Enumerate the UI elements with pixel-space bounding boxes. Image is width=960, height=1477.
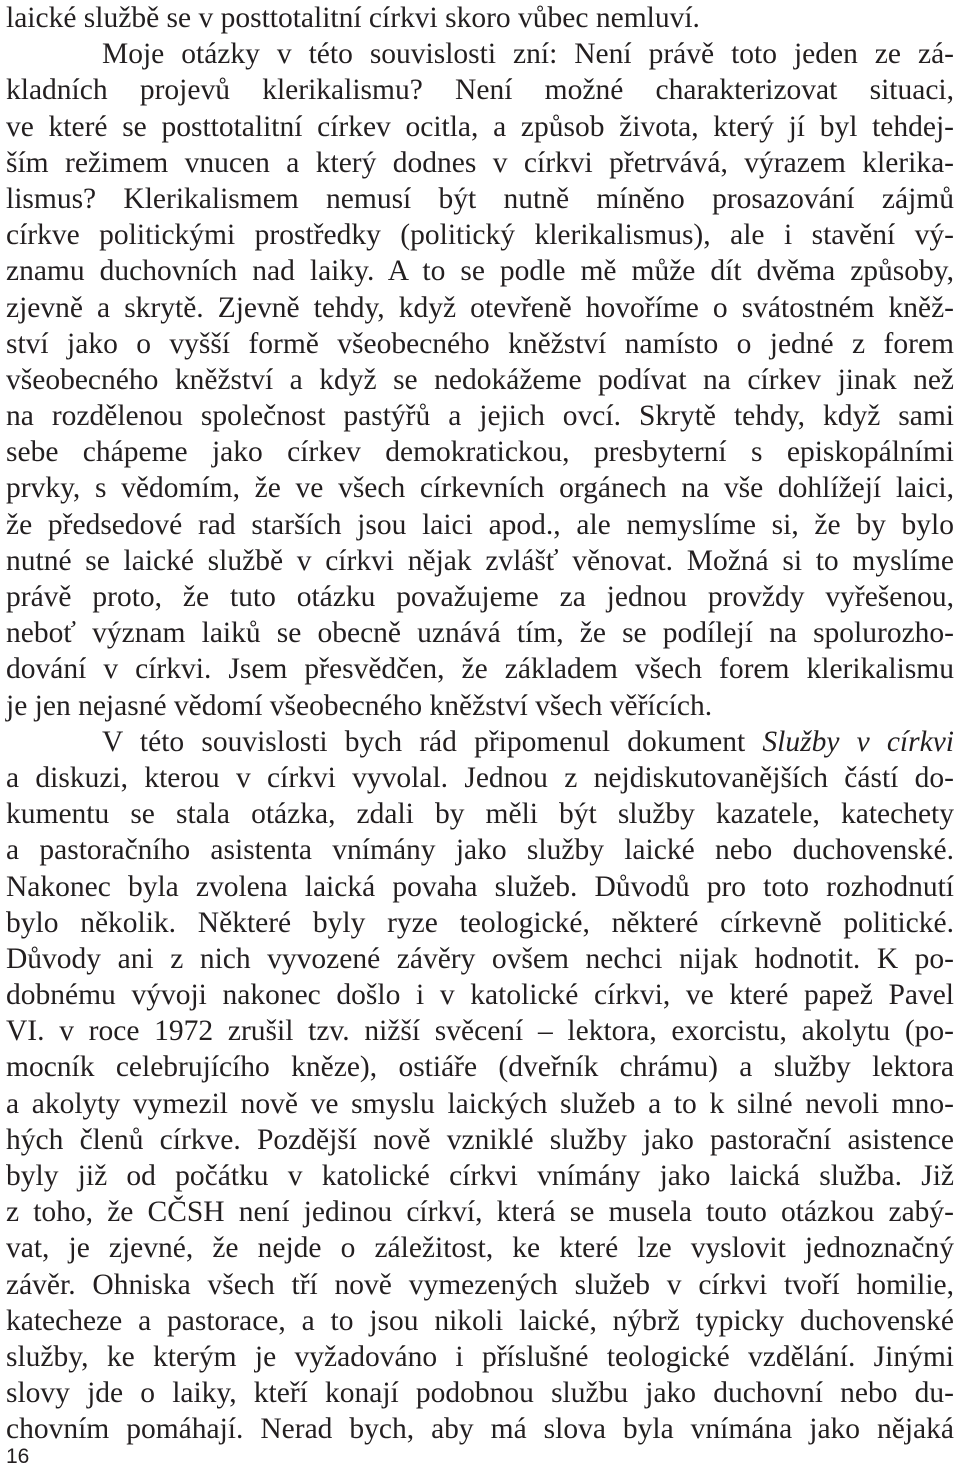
- text-line: závěr. Ohniska všech tří nově vymezených služeb v církvi tvoří homilie,: [6, 1268, 954, 1301]
- text-line: všeobecného kněžství a když se nedokážeme podívat na církev jinak než: [6, 363, 954, 396]
- text-line: mocník celebrujícího kněze), ostiáře (dveřník chrámu) a služby lektora: [6, 1051, 954, 1084]
- text-line: a akolyty vymezil nově ve smyslu laických služeb a to k silné nevoli mno-: [6, 1087, 954, 1120]
- text-line: katecheze a pastorace, a to jsou nikoli laické, nýbrž typicky duchovenské: [6, 1304, 954, 1337]
- text-line: kumentu se stala otázka, zdali by měli být služby kazatele, katechety: [6, 798, 954, 831]
- text-line: kladních projevů klerikalismu? Není možné charakterizovat situaci,: [6, 74, 954, 107]
- text-line: byly již od počátku v katolické církvi vnímány jako laická služba. Již: [6, 1160, 954, 1192]
- text-line: slovy jde o laiky, kteří konají podobnou službu jako duchovní nebo du-: [6, 1377, 954, 1410]
- page-number: 16: [6, 1445, 30, 1468]
- text-line: dobnému vývoji nakonec došlo i v katolické církvi, ve které papež Pavel: [6, 979, 954, 1012]
- text-line: Moje otázky v této souvislosti zní: Není právě toto jeden ze zá-: [102, 38, 954, 71]
- document-body: [6, 0, 954, 1448]
- text-line: znamu duchovních nad laiky. A to se podle mě může dít dvěma způsoby,: [6, 255, 954, 288]
- text-line: ším režimem vnucen a který dodnes v církvi přetrvává, výrazem klerika-: [6, 146, 954, 179]
- text-line: a diskuzi, kterou v církvi vyvolal. Jednou z nejdiskutovanějších částí do-: [6, 761, 954, 794]
- text-line: sebe chápeme jako církev demokratickou, presbyterní s episkopálními: [6, 436, 954, 469]
- text-line: že předsedové rad starších jsou laici apod., ale nemyslíme si, že by bylo: [6, 508, 954, 541]
- text-line: neboť význam laiků se obecně uznává tím, že se podílejí na spolurozho-: [6, 617, 954, 650]
- text-line: právě proto, že tuto otázku považujeme za jednou provždy vyřešenou,: [6, 581, 954, 613]
- text-line: nutné se laické službě v církvi nějak zvlášť věnovat. Možná si to myslíme: [6, 544, 954, 577]
- text-line: církve politickými prostředky (politický klerikalismus), ale i stavění vý-: [6, 219, 954, 252]
- text-line: z toho, že CČSH není jedinou církví, která se musela touto otázkou zabý-: [6, 1196, 954, 1229]
- text-segment: V této souvislosti bych rád připomenul dokument: [102, 725, 763, 758]
- text-line: služby, ke kterým je vyžadováno i příslušné teologické vzdělání. Jinými: [6, 1340, 954, 1373]
- text-line: Nakonec byla zvolena laická povaha služeb. Důvodů pro toto rozhodnutí: [6, 870, 954, 903]
- text-line: dování v církvi. Jsem přesvědčen, že základem všech forem klerikalismu: [6, 653, 954, 686]
- text-line: VI. v roce 1972 zrušil tzv. nižší svěcení – lektora, exorcistu, akolytu (po-: [6, 1015, 954, 1048]
- text-line: bylo několik. Některé byly ryze teologické, některé církevně politické.: [6, 906, 954, 939]
- text-line: ství jako o vyšší formě všeobecného kněžství namísto o jedné z forem: [6, 327, 954, 360]
- text-line: prvky, s vědomím, že ve všech církevních orgánech na vše dohlížejí laici,: [6, 472, 954, 505]
- document-title-italic: Služby v církvi: [762, 725, 954, 758]
- text-line: a pastoračního asistenta vnímány jako služby laické nebo duchovenské.: [6, 834, 954, 867]
- text-line: vat, je zjevné, že nejde o záležitost, ke které lze vyslovit jednoznačný: [6, 1232, 954, 1265]
- text-line: je jen nejasné vědomí všeobecného kněžství všech věřících.: [6, 689, 713, 722]
- text-line: zjevně a skrytě. Zjevně tehdy, když otevřeně hovoříme o svátostném kněž-: [6, 291, 954, 324]
- text-line-with-title: [6, 724, 954, 760]
- text-line: hých členů církve. Pozdější nově vzniklé služby jako pastorační asistence: [6, 1123, 954, 1156]
- text-line: laické službě se v posttotalitní církvi skoro vůbec nemluví.: [6, 2, 700, 34]
- text-line: lismus? Klerikalismem nemusí být nutně míněno prosazování zájmů: [6, 182, 954, 215]
- text-line: Důvody ani z nich vyvozené závěry ovšem nechci nijak hodnotit. K po-: [6, 942, 954, 975]
- text-line: ve které se posttotalitní církev ocitla, a způsob života, který jí byl tehdej-: [6, 110, 954, 143]
- text-line: na rozdělenou společnost pastýřů a jejich ovcí. Skrytě tehdy, když sami: [6, 400, 954, 433]
- text-line: chovním pomáhají. Nerad bych, aby má slova byla vnímána jako nějaká: [6, 1413, 954, 1446]
